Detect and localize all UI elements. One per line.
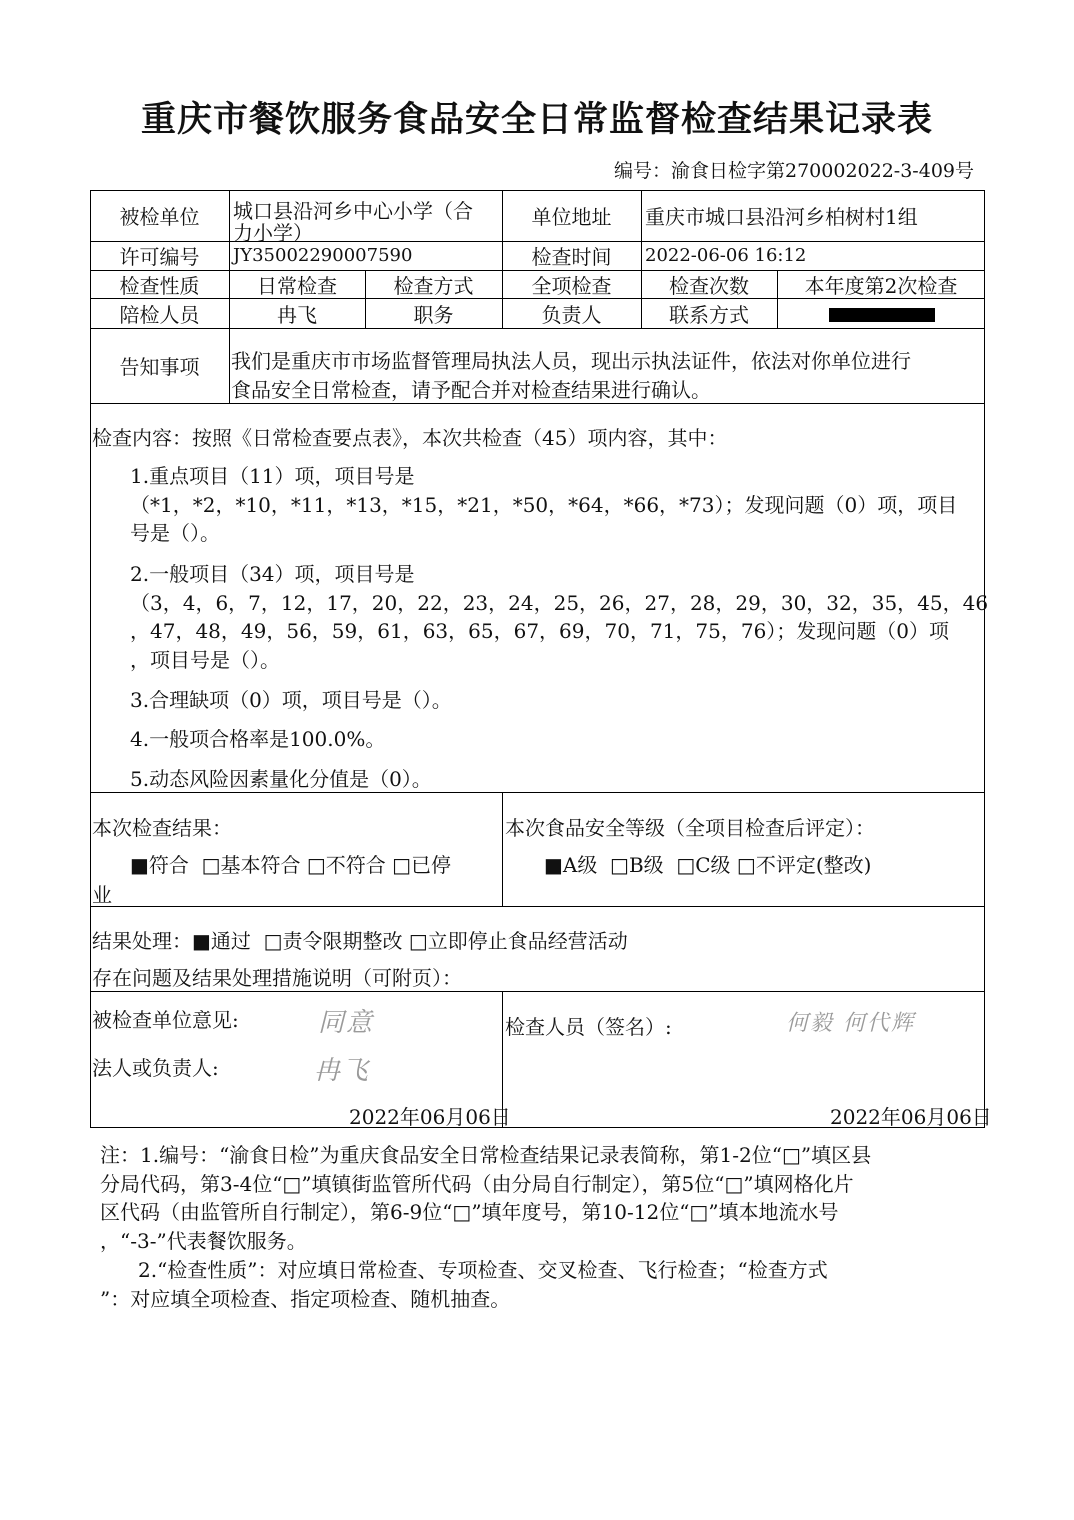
address-value: 重庆市城口县沿河乡柏树村1组 — [645, 205, 918, 229]
result-options-line1: ■符合 □基本符合 □不符合 □已停 — [130, 853, 452, 877]
row-divider — [90, 792, 985, 793]
date-left: 2022年06月06日 — [349, 1105, 511, 1129]
grade-label: 本次食品安全等级（全项目检查后评定）： — [505, 816, 875, 840]
risk-score: 5.动态风险因素量化分值是（0）。 — [130, 767, 432, 791]
date-right: 2022年06月06日 — [830, 1105, 992, 1129]
notice-line2: 食品安全日常检查，请予配合并对检查结果进行确认。 — [231, 378, 711, 402]
inspection-time-value: 2022-06-06 16:12 — [645, 245, 807, 266]
inspector-label: 检查人员（签名）: — [505, 1015, 672, 1039]
contact-label: 联系方式 — [669, 302, 749, 327]
notice-label: 告知事项 — [119, 355, 200, 379]
method-label: 检查方式 — [393, 273, 474, 298]
legal-rep-signature: 冉飞 — [314, 1056, 371, 1086]
result-options-line2: 业 — [92, 883, 112, 907]
missing-items: 3.合理缺项（0）项，项目号是（）。 — [130, 688, 452, 712]
general-items-line2: （3，4，6，7，12，17，20，22，23，24，25，26，27，28，29，30，32，35，45，46 — [130, 591, 989, 615]
legal-rep-label: 法人或负责人: — [92, 1056, 219, 1080]
method-value: 全项检查 — [531, 273, 612, 298]
key-items-line1: 1.重点项目（11）项，项目号是 — [130, 464, 415, 488]
note-line2: 分局代码，第3-4位“□”填镇街监管所代码（由分局自行制定），第5位“□”填网格化片 — [100, 1172, 854, 1196]
inspection-time-label: 检查时间 — [531, 245, 612, 269]
address-label: 单位地址 — [531, 205, 612, 229]
notice-line1: 我们是重庆市市场监督管理局执法人员，现出示执法证件，依法对你单位进行 — [231, 349, 911, 373]
handling-line1: 结果处理：■通过 □责令限期整改 □立即停止食品经营活动 — [92, 929, 628, 953]
position-value: 负责人 — [541, 302, 602, 327]
note-line3: 区代码（由监管所自行制定），第6-9位“□”填年度号，第10-12位“□”填本地流水号 — [100, 1200, 839, 1224]
row-divider — [90, 906, 985, 907]
key-items-line3: 号是（）。 — [130, 521, 220, 545]
license-value: JY35002290007590 — [233, 245, 413, 266]
general-items-line3: ，47，48，49，56，59，61，63，65，67，69，70，71，75，76）；发现问题（0）项 — [130, 619, 950, 643]
opinion-label: 被检查单位意见: — [92, 1008, 239, 1032]
handling-line2: 存在问题及结果处理措施说明（可附页）： — [92, 966, 462, 990]
grade-options: ■A级 □B级 □C级 □不评定(整改) — [544, 853, 872, 877]
count-label: 检查次数 — [669, 273, 749, 298]
license-label: 许可编号 — [119, 245, 200, 269]
general-items-line1: 2.一般项目（34）项，项目号是 — [130, 562, 415, 586]
note-line6: ”：对应填全项检查、指定项检查、随机抽查。 — [100, 1287, 511, 1311]
general-items-line4: ，项目号是（）。 — [130, 648, 280, 672]
row-divider — [90, 991, 985, 992]
nature-value: 日常检查 — [257, 273, 337, 298]
content-intro: 检查内容：按照《日常检查要点表》，本次共检查（45）项内容，其中： — [92, 426, 728, 450]
opinion-signature: 同意 — [318, 1008, 375, 1038]
inspector-signature: 何毅 何代辉 — [786, 1011, 915, 1036]
nature-label: 检查性质 — [119, 273, 200, 298]
unit-label: 被检单位 — [119, 205, 200, 229]
redacted-contact — [829, 308, 935, 322]
page-title: 重庆市餐饮服务食品安全日常监督检查结果记录表 — [140, 100, 933, 140]
result-label: 本次检查结果： — [92, 816, 232, 840]
document-number: 编号：渝食日检字第270002022-3-409号 — [614, 160, 974, 182]
row-divider — [90, 403, 985, 404]
col-divider — [502, 792, 503, 906]
position-label: 职务 — [413, 302, 454, 327]
escort-label: 陪检人员 — [119, 302, 200, 327]
note-line4: ，“-3-”代表餐饮服务。 — [100, 1229, 307, 1253]
unit-value-line2: 力小学） — [233, 221, 313, 245]
note-line5: 2.“检查性质”：对应填日常检查、专项检查、交叉检查、飞行检查；“检查方式 — [138, 1258, 828, 1282]
count-value: 本年度第2次检查 — [804, 273, 958, 298]
note-line1: 注：1.编号：“渝食日检”为重庆食品安全日常检查结果记录表简称，第1-2位“□”填区县 — [100, 1143, 872, 1167]
pass-rate: 4.一般项合格率是100.0%。 — [130, 727, 386, 751]
unit-value-line1: 城口县沿河乡中心小学（合 — [233, 199, 473, 223]
escort-value: 冉飞 — [277, 302, 317, 327]
key-items-line2: （*1，*2，*10，*11，*13，*15，*21，*50，*64，*66，*73）；发现问题（0）项，项目 — [130, 493, 958, 517]
